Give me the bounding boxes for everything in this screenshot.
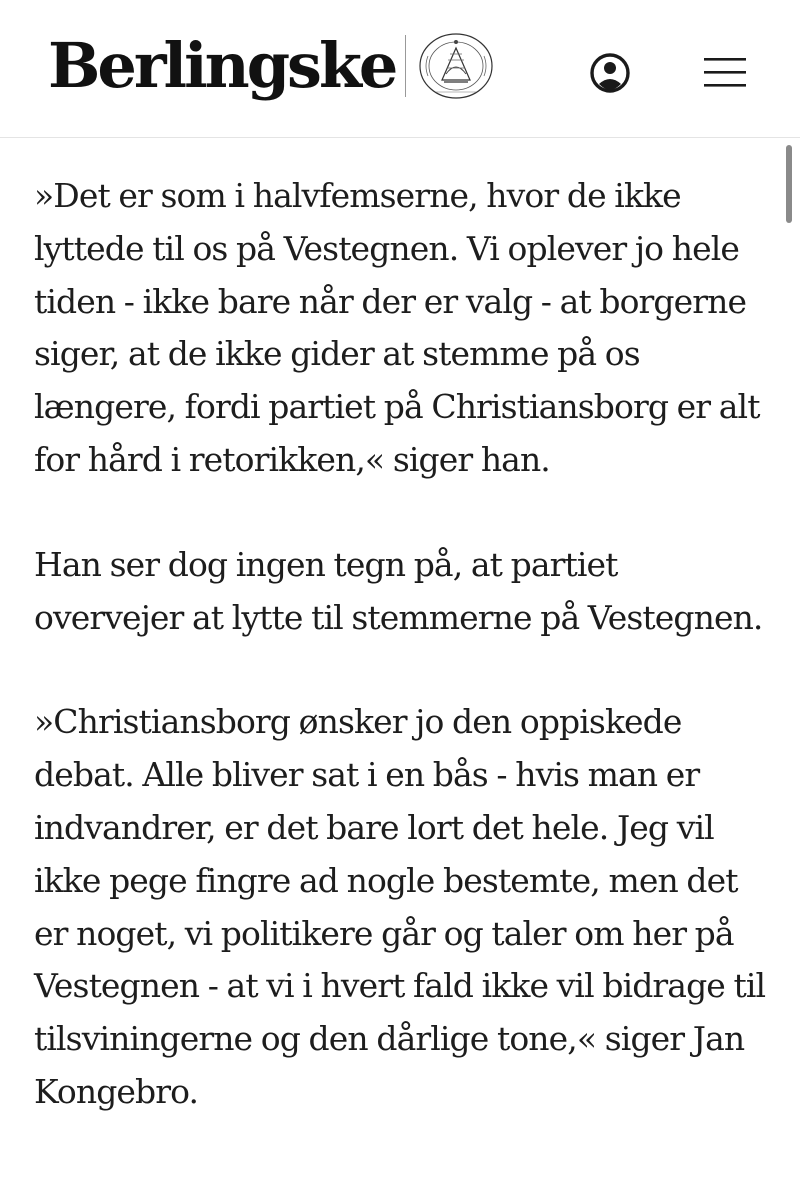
article-body	[34, 170, 774, 1171]
user-account-icon[interactable]	[585, 48, 635, 98]
site-logo[interactable]	[48, 26, 498, 106]
article-paragraph: »Christiansborg ønsker jo den oppiskede debat. Alle bliver sat i en bås - hvis man er indvandrer, er det bare lort det hele. Jeg vil ikke pege fingre ad nogle bestemte, men det er noget, vi politikere går og taler om her på Vestegnen - at vi i hvert fald ikke vil bidrage til tilsviningerne og den dårlige tone,« siger Jan Kongebro.	[34, 702, 766, 1111]
logo-wordmark: Berlingske	[48, 29, 396, 102]
hamburger-menu-icon[interactable]	[700, 52, 750, 92]
article-paragraph: »Det er som i halvfemserne, hvor de ikke lyttede til os på Vestegnen. Vi oplever jo hele tiden - ikke bare når der er valg - at borgerne siger, at de ikke gider at stemme på os længere, fordi partiet på Christiansborg er alt for hård i retorikken,« siger han.	[34, 176, 760, 479]
scrollbar-thumb[interactable]	[786, 145, 792, 223]
article-paragraph: Han ser dog ingen tegn på, at partiet overvejer at lytte til stemmerne på Vestegnen.	[34, 544, 763, 637]
logo-divider	[405, 35, 406, 97]
seal-icon	[414, 30, 498, 102]
site-header	[0, 0, 800, 138]
